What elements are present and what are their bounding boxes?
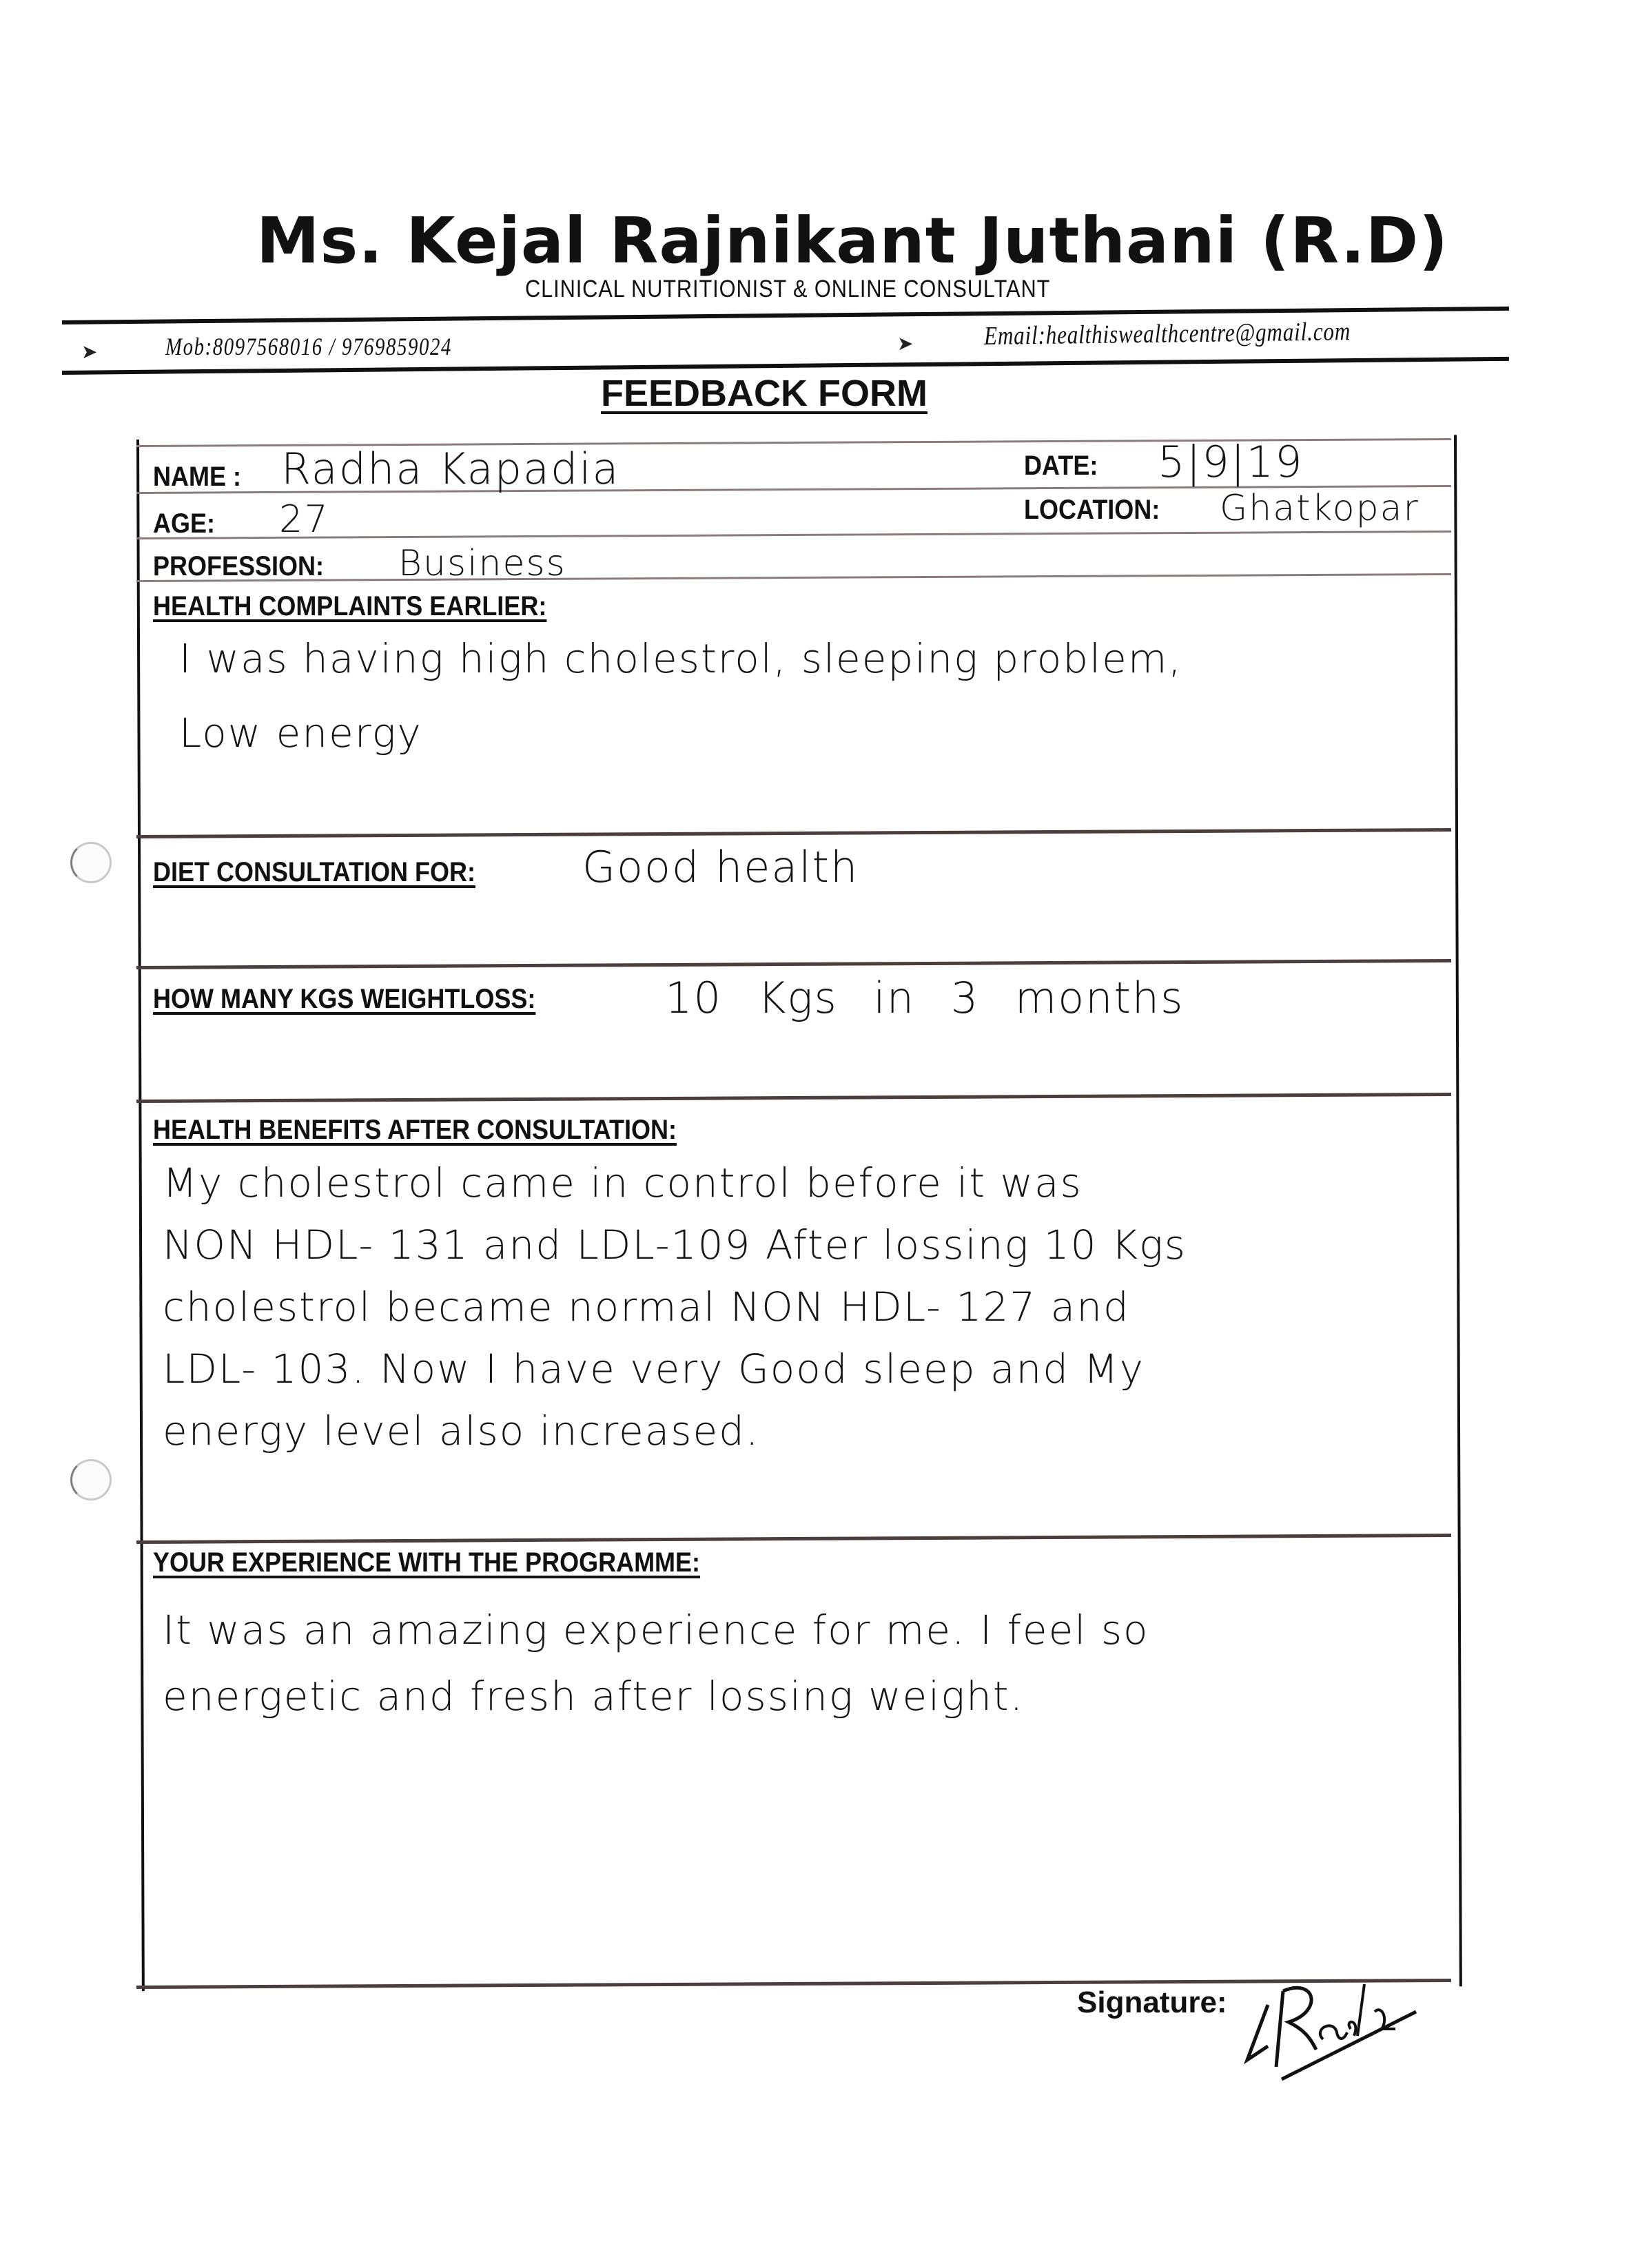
- date-label: DATE:: [1024, 451, 1098, 481]
- signature-label: Signature:: [1077, 1986, 1227, 2019]
- age-label: AGE:: [153, 508, 215, 539]
- health-complaints-label: HEALTH COMPLAINTS EARLIER:: [153, 591, 547, 621]
- nutritionist-name: Ms. Kejal Rajnikant Juthani (R.D): [256, 204, 1449, 278]
- experience-label: YOUR EXPERIENCE WITH THE PROGRAMME:: [153, 1547, 701, 1578]
- profession-label: PROFESSION:: [153, 551, 325, 581]
- experience-value[interactable]: It was an amazing experience for me. I feel so energetic and fresh after lossing weight.: [163, 1607, 1149, 1720]
- nutritionist-title: CLINICAL NUTRITIONIST & ONLINE CONSULTANT: [525, 276, 1051, 302]
- contact-mobile: Mob:8097568016 / 9769859024: [165, 333, 452, 360]
- weightloss-label: HOW MANY KGS WEIGHTLOSS:: [153, 984, 536, 1014]
- diet-consultation-label: DIET CONSULTATION FOR:: [153, 857, 475, 887]
- location-label: LOCATION:: [1024, 495, 1160, 525]
- date-value[interactable]: 5|9|19: [1158, 437, 1304, 487]
- profession-value[interactable]: Business: [398, 543, 566, 584]
- contact-email: Email:healthiswealthcentre@gmail.com: [983, 317, 1351, 351]
- bullet-arrow-icon: ➤: [81, 340, 98, 363]
- form-title: FEEDBACK FORM: [601, 373, 927, 414]
- location-value[interactable]: Ghatkopar: [1220, 488, 1419, 529]
- weightloss-value[interactable]: 10 Kgs in 3 months: [665, 973, 1185, 1023]
- name-label: NAME :: [153, 462, 241, 492]
- punch-hole: [70, 1459, 112, 1501]
- punch-hole: [70, 842, 112, 883]
- signature[interactable]: [1240, 1963, 1419, 2083]
- health-benefits-value[interactable]: My cholestrol came in control before it was NON HDL- 131 and LDL-109 After lossing 10 Kgs cholestrol became normal NON HDL- 127 and LDL- 103. Now I have very Good sleep and My energy level also increased.: [163, 1159, 1187, 1454]
- name-value[interactable]: Radha Kapadia: [281, 444, 620, 494]
- bullet-arrow-icon: ➤: [897, 332, 914, 355]
- signature-scribble: [1240, 1963, 1419, 2081]
- health-benefits-label: HEALTH BENEFITS AFTER CONSULTATION:: [153, 1115, 677, 1145]
- age-value[interactable]: 27: [279, 497, 329, 541]
- health-complaints-value[interactable]: I was having high cholestrol, sleeping problem, Low energy: [179, 635, 1182, 756]
- diet-consultation-value[interactable]: Good health: [582, 842, 859, 892]
